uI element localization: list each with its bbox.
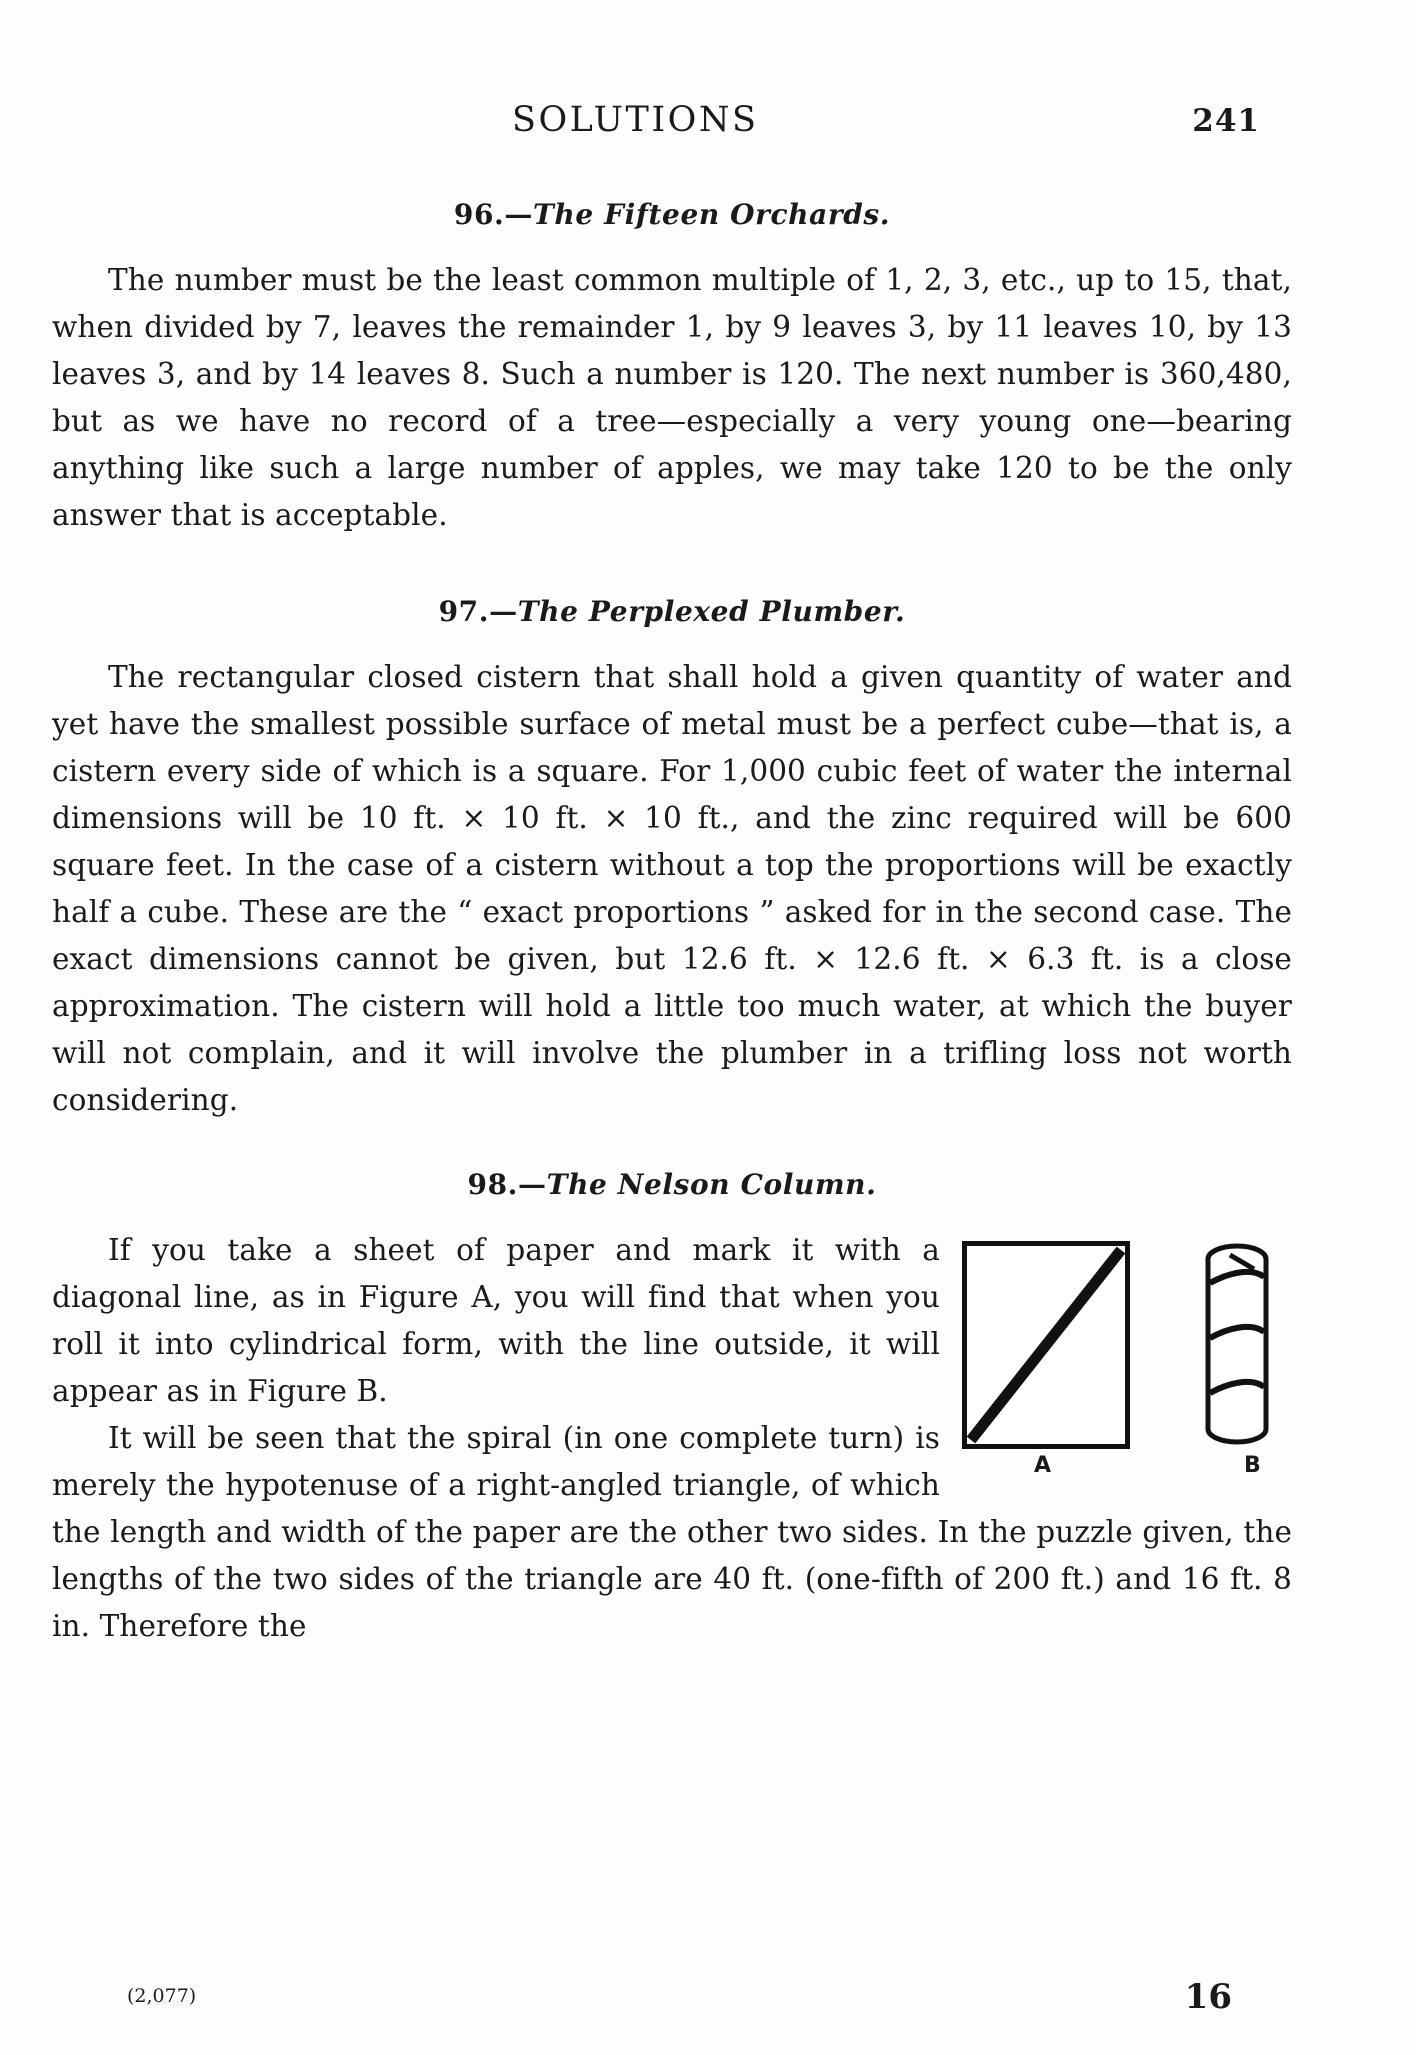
paragraph-97-1 — [52, 654, 1292, 1124]
running-head-title: SOLUTIONS — [512, 100, 759, 140]
paragraph-98-2-text: It will be seen that the spiral (in one complete turn) is merely the hypotenuse of a right-angled triangle, of which the length and width of the paper are the other two sides. In the puzzle given, the lengths of the two sides of the triangle are 40 ft. (one-fifth of 200 ft.) and 16 ft. 8 in. Therefore the — [52, 1421, 1292, 1643]
paragraph-96-1 — [52, 257, 1292, 539]
section-heading-98 — [52, 1168, 1292, 1201]
signature-mark: (2,077) — [127, 1985, 197, 2007]
section-heading-97 — [52, 595, 1292, 628]
figure-text-wrap — [52, 1227, 1292, 1650]
section-number-96: 96.— — [453, 198, 533, 231]
paragraph-97-1-text: The rectangular closed cistern that shall hold a given quantity of water and yet have the smallest possible surface of metal must be a perfect cube—that is, a cistern every side of which is a square. For 1,000 cubic feet of water the internal dimensions will be 10 ft. × 10 ft. × 10 ft., and the zinc required will be 600 square feet. In the case of a cistern without a top the proportions will be exactly half a cube. These are the “ exact proportions ” asked for in the second case. The exact dimensions cannot be given, but 12.6 ft. × 12.6 ft. × 6.3 ft. is a close approximation. The cistern will hold a little too much water, at which the buyer will not complain, and it will involve the plumber in a trifling loss not worth considering. — [52, 660, 1292, 1117]
section-number-98: 98.— — [467, 1168, 547, 1201]
figure-a-label: A — [1034, 1453, 1052, 1478]
page-content — [52, 100, 1292, 1650]
page-footer — [52, 1977, 1292, 2027]
figure-a-diagonal-icon — [967, 1246, 1125, 1444]
page-number: 241 — [1192, 103, 1260, 139]
running-head — [52, 100, 1292, 140]
figure-b-cylinder-icon — [1200, 1243, 1274, 1449]
section-title-97: The Perplexed Plumber. — [517, 595, 906, 628]
section-heading-96 — [52, 198, 1292, 231]
figure-group — [962, 1241, 1292, 1491]
section-number-97: 97.— — [438, 595, 518, 628]
section-title-96: The Fifteen Orchards. — [533, 198, 891, 231]
paragraph-98-1-text: If you take a sheet of paper and mark it with a diagonal line, as in Figure A, you will find that when you roll it into cylindrical form, with the line outside, it will appear as in Figure B. — [52, 1233, 940, 1408]
paragraph-96-1-text: The number must be the least common multiple of 1, 2, 3, etc., up to 15, that, when divided by 7, leaves the remainder 1, by 9 leaves 3, by 11 leaves 10, by 13 leaves 3, and by 14 leaves 8. Such a number is 120. The next number is 360,480, but as we have no record of a tree—especially a very young one—bearing anything like such a large number of apples, we may take 120 to be the only answer that is acceptable. — [52, 263, 1292, 532]
figure-b-label: B — [1244, 1453, 1261, 1478]
figure-a-rectangle — [962, 1241, 1130, 1449]
section-title-98: The Nelson Column. — [546, 1168, 877, 1201]
folio-bottom: 16 — [1184, 1977, 1232, 2017]
